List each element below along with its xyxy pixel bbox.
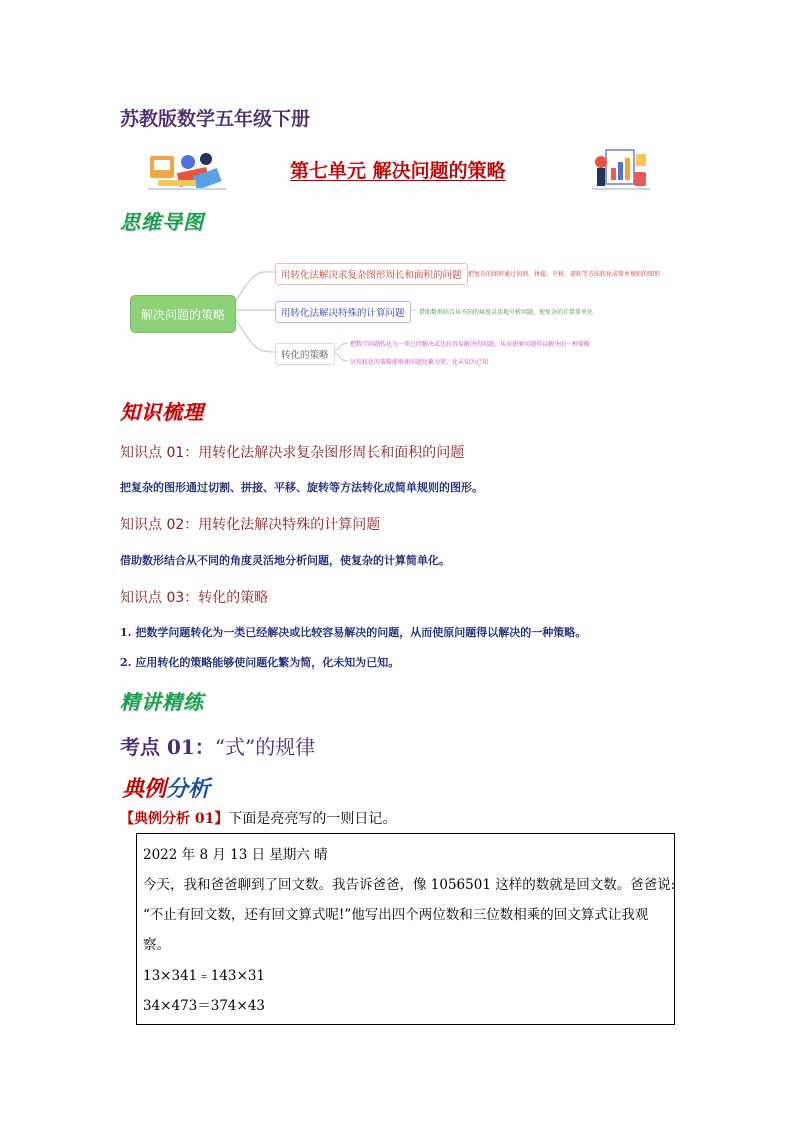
mindmap-branch-3: 转化的策略 [275,343,335,365]
dianli-heading-part-1: 典例 [122,776,167,802]
knowledge-point-3-item-2: 2. 应用转化的策略能够使问题化繁为简，化未知为已知。 [120,656,400,669]
kaodian-title [120,731,315,760]
analysis-tag: 【典例分析 01】 [120,811,229,827]
practice-heading: 精讲精练 [120,690,204,714]
diary-line-6: 34×473＝374×43 [143,998,266,1014]
knowledge-point-3-item-1: 1. 把数学问题转化为一类已经解决或比较容易解决的问题，从而使原问题得以解决的一种策略。 [120,626,587,639]
mindmap-leaf-3a: 把数学问题转化为一类已经解决或比较容易解决的问题，从而使原问题得以解决的一种策略 [350,341,591,348]
mindmap-leaf-2: 借助数形结合从不同的角度灵活地分析问题，使复杂的计算简单化 [419,309,594,316]
mindmap [120,248,700,378]
mindmap-root: 解决问题的策略 [131,296,235,332]
analysis-intro [120,808,396,828]
kaodian-label: 考点 01： [120,735,215,759]
unit-title: 第七单元 解决问题的策略 [290,160,506,182]
mindmap-heading: 思维导图 [120,210,204,234]
knowledge-point-1-title: 知识点 01：用转化法解决求复杂图形周长和面积的问题 [120,445,465,461]
mindmap-branch-2: 用转化法解决特殊的计算问题 [275,301,411,323]
knowledge-point-2-title: 知识点 02：用转化法解决特殊的计算问题 [120,517,381,533]
diary-line-4: 察。 [143,937,170,953]
knowledge-point-1-body: 把复杂的图形通过切割、拼接、平移、旋转等方法转化成简单规则的图形。 [120,481,483,494]
series-title: 苏教版数学五年级下册 [120,108,311,130]
education-illustration-icon [148,150,226,192]
diary-line-3: “不止有回文数，还有回文算式呢!”他写出四个两位数和三位数相乘的回文算式让我观 [143,907,649,923]
diary-line-2: 今天，我和爸爸聊到了回文数。我告诉爸爸，像 1056501 这样的数就是回文数。爸爸说: [143,877,676,893]
diary-box [136,833,675,1025]
dianli-heading-part-2: 分析 [166,776,211,802]
mindmap-leaf-1: 把复杂的图形通过切割、拼接、平移、旋转等方法转化成简单规则的图形 [468,271,661,278]
diary-line-1: 2022 年 8 月 13 日 星期六 晴 [143,847,328,863]
mindmap-leaf-3b: 应用转化的策略能够使问题化繁为简，化未知为已知 [350,359,489,366]
kaodian-text: “式”的规律 [214,735,316,759]
mindmap-branch-1: 用转化法解决求复杂图形周长和面积的问题 [275,263,468,285]
knowledge-point-2-body: 借助数形结合从不同的角度灵活地分析问题，使复杂的计算简单化。 [120,554,450,567]
report-chart-illustration-icon [592,146,650,192]
dianli-heading [122,772,210,803]
diary-line-5: 13×341﹦143×31 [143,968,266,984]
analysis-text: 下面是亮亮写的一则日记。 [228,811,397,827]
knowledge-heading: 知识梳理 [120,400,204,424]
knowledge-point-3-title: 知识点 03：转化的策略 [120,590,269,606]
